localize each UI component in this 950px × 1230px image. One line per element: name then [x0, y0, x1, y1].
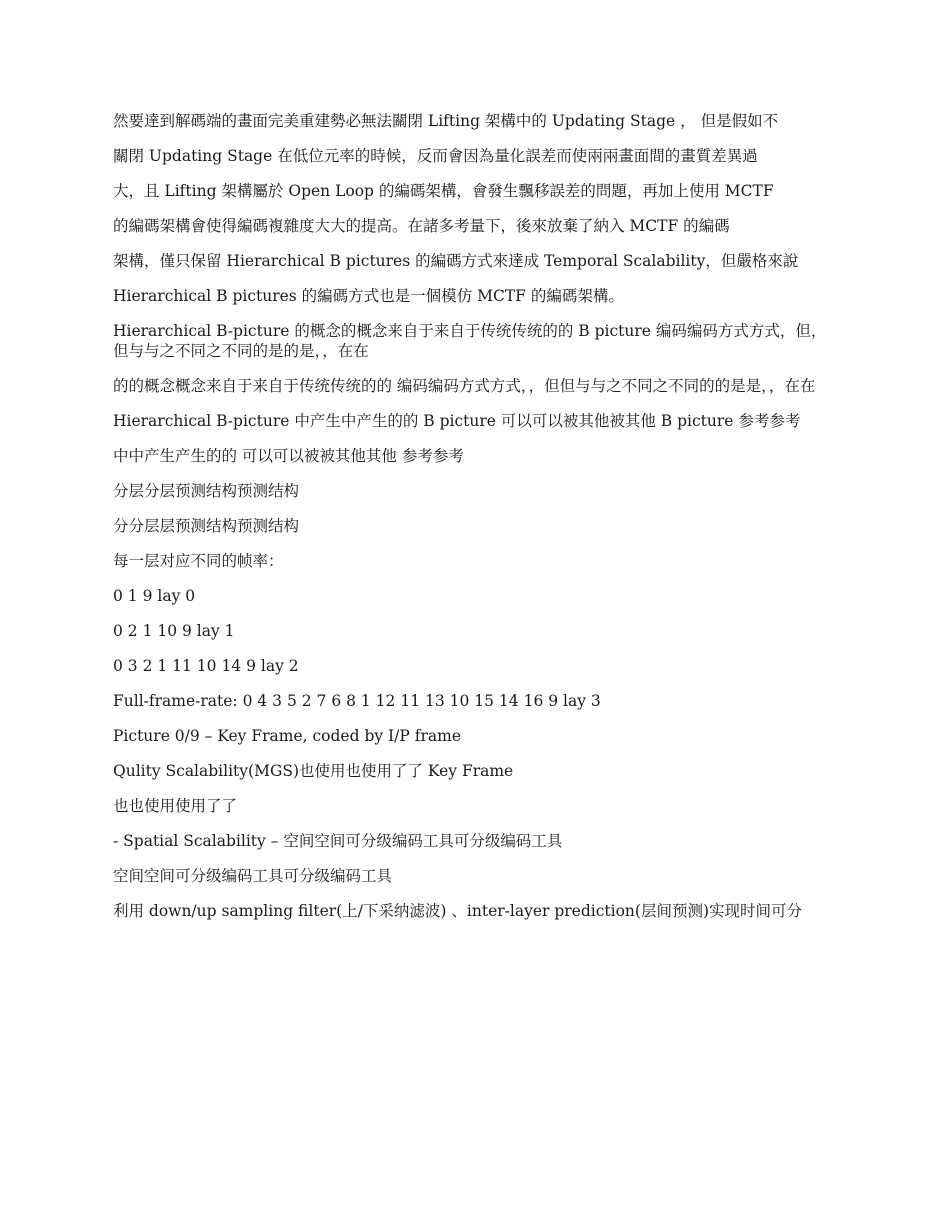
paragraph-16: 0 3 2 1 11 10 14 9 lay 2 — [113, 657, 299, 675]
paragraph-19: Qulity Scalability(MGS)也使用也使用了了 Key Frame — [113, 762, 514, 780]
paragraph-22: 空间空间可分级编码工具可分级编码工具 — [113, 867, 393, 885]
paragraph-8: 的的概念概念来自于来自于传统传统的的 编码编码方式方式，，但但与与之不同之不同的的是是，，在在 — [113, 377, 816, 395]
paragraph-7: Hierarchical B-picture 的概念的概念来自于来自于传统传统的的 B picture 编码编码方式方式，但，但与与之不同之不同的是的是，，在在 — [113, 322, 827, 360]
paragraph-4: 的編碼架構會使得編碼複雜度大大的提高。在諸多考量下，後來放棄了納入 MCTF 的編碼 — [113, 217, 730, 235]
paragraph-12: 分分层层预测结构预测结构 — [113, 517, 300, 535]
paragraph-17: Full-frame-rate: 0 4 3 5 2 7 6 8 1 12 11 13 10 15 14 16 9 lay 3 — [113, 692, 601, 710]
paragraph-2: 關閉 Updating Stage 在低位元率的時候，反而會因為量化誤差而使兩兩畫面間的畫質差異過 — [113, 147, 758, 165]
paragraph-23: 利用 down/up sampling filter(上/下采纳滤波) 、inter-layer prediction(层间预测)实现时间可分 — [113, 902, 803, 920]
paragraph-15: 0 2 1 10 9 lay 1 — [113, 622, 235, 640]
paragraph-3: 大，且 Lifting 架構屬於 Open Loop 的編碼架構，會發生飄移誤差的問題，再加上使用 MCTF — [113, 182, 774, 200]
paragraph-9: Hierarchical B-picture 中产生中产生的的 B picture 可以可以被其他被其他 B picture 参考参考 — [113, 412, 801, 430]
paragraph-11: 分层分层预测结构预测结构 — [113, 482, 300, 500]
paragraph-1: 然要達到解碼端的畫面完美重建勢必無法關閉 Lifting 架構中的 Updating Stage ， 但是假如不 — [113, 112, 779, 130]
document-body — [113, 111, 838, 936]
paragraph-10: 中中产生产生的的 可以可以被被其他其他 参考参考 — [113, 447, 464, 465]
paragraph-20: 也也使用使用了了 — [113, 797, 238, 815]
paragraph-18: Picture 0/9 – Key Frame, coded by I/P frame — [113, 727, 462, 745]
paragraph-21: - Spatial Scalability – 空间空间可分级编码工具可分级编码工具 — [113, 832, 563, 850]
paragraph-6: Hierarchical B pictures 的編碼方式也是一個模仿 MCTF 的編碼架構。 — [113, 287, 624, 305]
paragraph-14: 0 1 9 lay 0 — [113, 587, 196, 605]
paragraph-13: 每一层对应不同的帧率： — [113, 552, 284, 570]
paragraph-5: 架構，僅只保留 Hierarchical B pictures 的編碼方式來達成 Temporal Scalability，但嚴格來說 — [113, 252, 799, 270]
